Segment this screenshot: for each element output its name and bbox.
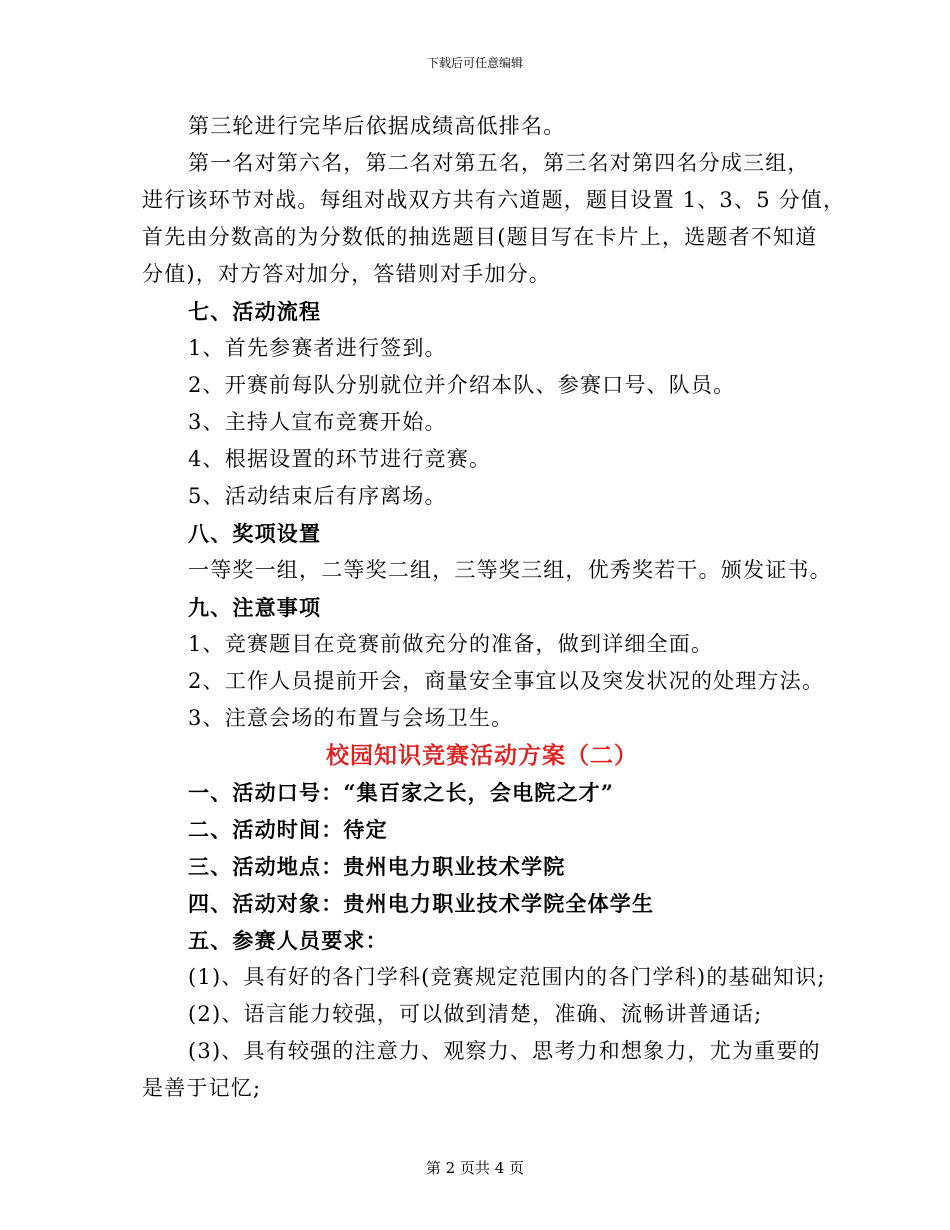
list-item: 3、注意会场的布置与会场卫生。 — [188, 706, 514, 730]
section-heading-7: 七、活动流程 — [188, 299, 322, 324]
document-title: 校园知识竞赛活动方案（二） — [326, 742, 638, 769]
paragraph: 第一名对第六名，第二名对第五名，第三名对第四名分成三组， — [188, 151, 810, 175]
page-footer: 第 2 页共 4 页 — [425, 1159, 525, 1177]
list-item: 是善于记忆; — [142, 1076, 262, 1100]
list-item: 5、活动结束后有序离场。 — [188, 484, 447, 508]
paragraph: 一等奖一组，二等奖二组，三等奖三组，优秀奖若干。颁发证书。 — [188, 558, 832, 582]
paragraph: 分值)，对方答对加分，答错则对手加分。 — [142, 262, 551, 286]
paragraph: 第三轮进行完毕后依据成绩高低排名。 — [188, 114, 566, 138]
section-heading-8: 八、奖项设置 — [188, 521, 322, 546]
section-heading-3: 三、活动地点：贵州电力职业技术学院 — [188, 854, 566, 879]
list-item: 1、首先参赛者进行签到。 — [188, 336, 447, 360]
list-item: 3、主持人宣布竞赛开始。 — [188, 410, 447, 434]
document-body — [142, 108, 846, 1107]
list-item: 2、开赛前每队分别就位并介绍本队、参赛口号、队员。 — [188, 373, 736, 397]
paragraph: 进行该环节对战。每组对战双方共有六道题，题目设置 1、3、5 分值， — [142, 188, 846, 212]
section-heading-2: 二、活动时间：待定 — [188, 817, 388, 842]
paragraph: 首先由分数高的为分数低的抽选题目(题目写在卡片上，选题者不知道 — [142, 225, 818, 249]
section-heading-9: 九、注意事项 — [188, 595, 322, 620]
list-item: (1)、具有好的各门学科(竞赛规定范围内的各门学科)的基础知识; — [188, 965, 826, 989]
list-item: 4、根据设置的环节进行竞赛。 — [188, 447, 492, 471]
page-header: 下载后可任意编辑 — [426, 56, 523, 70]
list-item: 2、工作人员提前开会，商量安全事宜以及突发状况的处理方法。 — [188, 669, 825, 693]
section-heading-1: 一、活动口号：“集百家之长，会电院之才” — [188, 780, 615, 805]
list-item: (2)、语言能力较强，可以做到清楚，准确、流畅讲普通话; — [188, 1002, 763, 1026]
list-item: 1、竞赛题目在竞赛前做充分的准备，做到详细全面。 — [188, 632, 714, 656]
section-heading-5: 五、参赛人员要求： — [188, 928, 388, 953]
list-item: (3)、具有较强的注意力、观察力、思考力和想象力，尤为重要的 — [188, 1039, 821, 1063]
section-heading-4: 四、活动对象：贵州电力职业技术学院全体学生 — [188, 891, 655, 916]
